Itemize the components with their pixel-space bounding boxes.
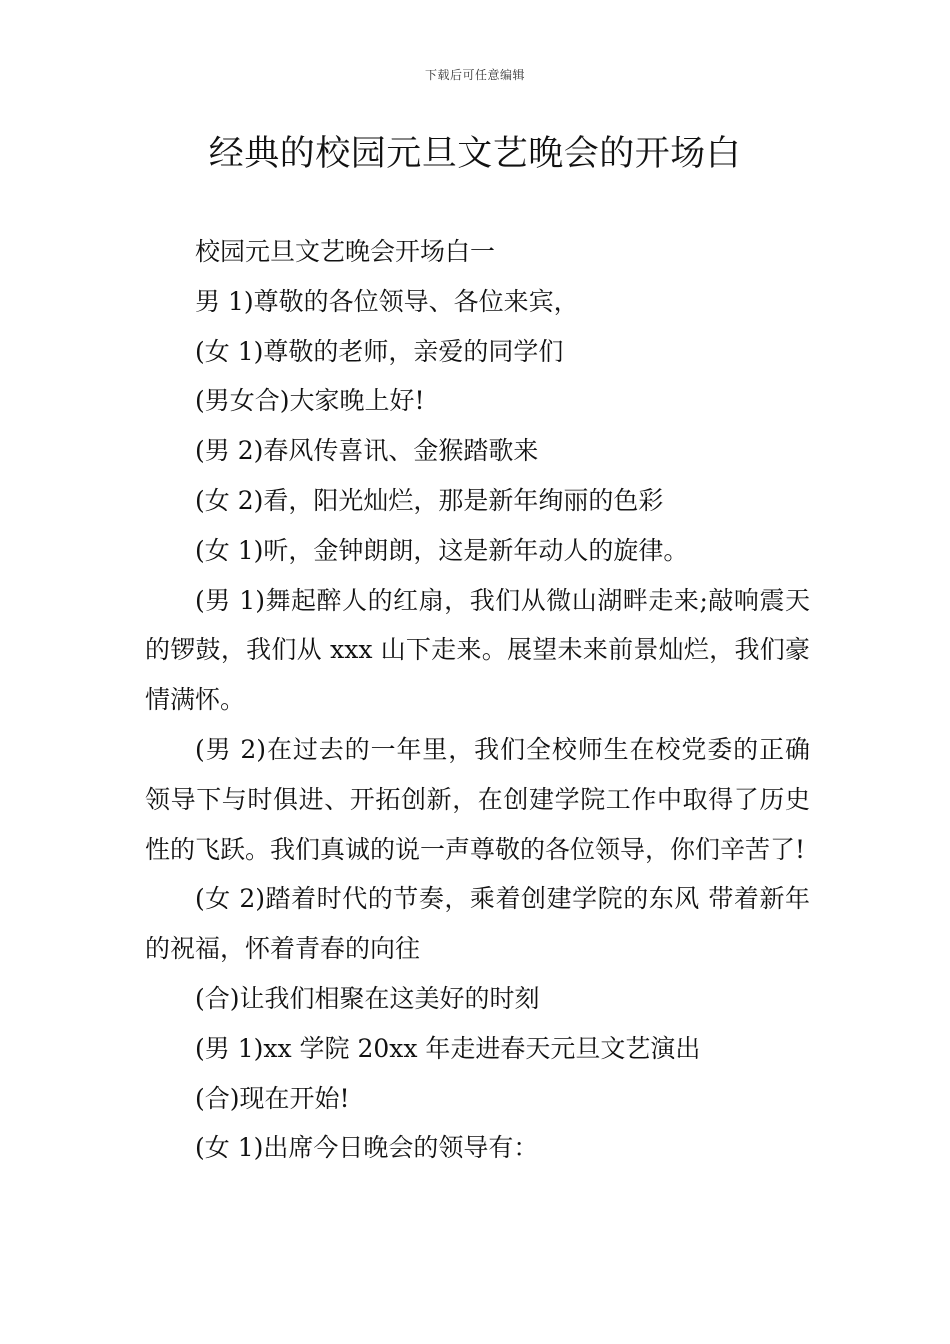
paragraph: (女 2)看，阳光灿烂，那是新年绚丽的色彩 bbox=[195, 485, 664, 515]
document-title: 经典的校园元旦文艺晚会的开场白 bbox=[208, 134, 742, 174]
paragraph: (合)让我们相聚在这美好的时刻 bbox=[195, 983, 540, 1013]
paragraph: (女 1)出席今日晚会的领导有： bbox=[195, 1133, 539, 1163]
paragraph: (女 2)踏着时代的节奏，乘着创建学院的东风 带着新年的祝福，怀着青春的向往 bbox=[145, 884, 810, 964]
document-body bbox=[145, 227, 810, 1173]
page-header-note: 下载后可任意编辑 bbox=[424, 68, 525, 82]
paragraph: (女 1)听，金钟朗朗，这是新年动人的旋律。 bbox=[195, 535, 689, 565]
paragraph: (男 1)xx 学院 20xx 年走进春天元旦文艺演出 bbox=[195, 1033, 701, 1063]
paragraph: (女 1)尊敬的老师，亲爱的同学们 bbox=[195, 336, 564, 366]
paragraph: (合)现在开始! bbox=[195, 1083, 350, 1113]
paragraph: (男 1)舞起醉人的红扇，我们从微山湖畔走来;敲响震天的锣鼓，我们从 xxx 山下走来。展望未来前景灿烂，我们豪情满怀。 bbox=[145, 585, 810, 715]
paragraph: (男 2)春风传喜讯、金猴踏歌来 bbox=[195, 436, 539, 466]
paragraph: (男 2)在过去的一年里，我们全校师生在校党委的正确领导下与时俱进、开拓创新，在创建学院工作中取得了历史性的飞跃。我们真诚的说一声尊敬的各位领导，你们辛苦了! bbox=[145, 734, 810, 864]
paragraph: 男 1)尊敬的各位领导、各位来宾， bbox=[195, 286, 579, 316]
paragraph: (男女合)大家晚上好! bbox=[195, 386, 425, 416]
paragraph: 校园元旦文艺晚会开场白一 bbox=[195, 237, 496, 266]
